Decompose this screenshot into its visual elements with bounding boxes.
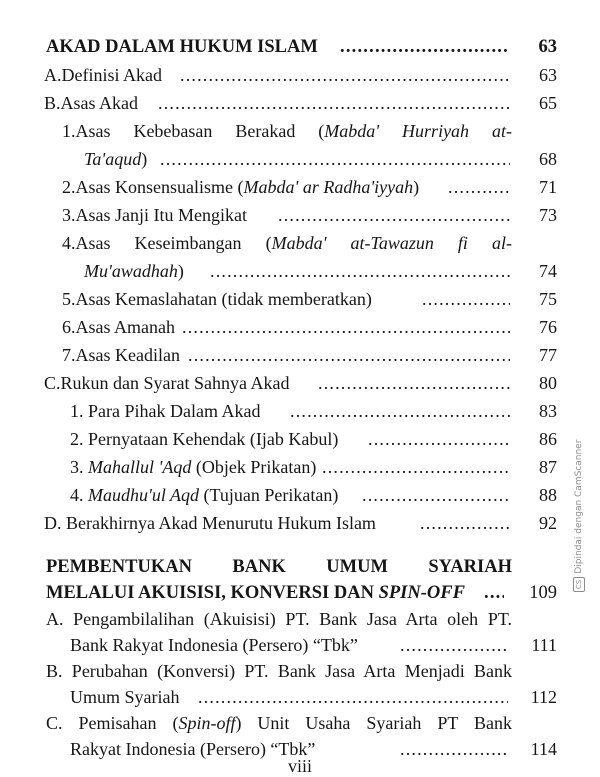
scanner-watermark: [572, 422, 586, 592]
entry-text: 1. Para Pihak Dalam Akad: [70, 401, 261, 421]
page-number: 111: [531, 635, 557, 655]
entry-text: 3. Mahallul 'Aqd (Objek Prikatan): [70, 457, 317, 477]
page-number: 68: [539, 149, 557, 169]
watermark-text: Dipindai dengan CamScanner: [574, 439, 584, 574]
dot-leader: [422, 284, 510, 314]
dot-leader: [368, 424, 510, 454]
footer-page-number: viii: [287, 756, 312, 776]
dot-leader: [278, 200, 510, 230]
page-number: 71: [539, 177, 557, 197]
entry-text: 4.Asas Keseimbangan (Mabda' at-Tawazun fi al-: [62, 233, 512, 253]
entry-text: B.Asas Akad: [44, 93, 138, 113]
entry-text: Umum Syariah: [70, 687, 180, 707]
entry-text: D. Berakhirnya Akad Menurutu Hukum Islam: [44, 513, 376, 533]
entry-text: C. Pemisahan (Spin-off) Unit Usaha Syariah PT Bank: [46, 713, 512, 733]
page-number: 109: [529, 583, 557, 603]
entry-text: Ta'aqud): [84, 149, 148, 169]
page-number: 63: [539, 65, 557, 85]
entry-text: 3.Asas Janji Itu Mengikat: [62, 205, 247, 225]
chapter-2-title-line2: MELALUI AKUISISI, KONVERSI DAN SPIN-OFF: [46, 583, 465, 603]
dot-leader: [448, 172, 510, 202]
entry-text: 4. Maudhu'ul Aqd (Tujuan Perikatan): [70, 485, 339, 505]
page-number: 86: [539, 429, 557, 449]
dot-leader: [318, 368, 510, 398]
page-number: 112: [530, 687, 557, 707]
chapter-1-title: AKAD DALAM HUKUM ISLAM: [46, 37, 318, 57]
entry-text: B. Perubahan (Konversi) PT. Bank Jasa Arta Menjadi Bank: [46, 661, 512, 681]
chapter-2-title-line1: PEMBENTUKAN BANK UMUM SYARIAH: [46, 557, 512, 577]
dot-leader: [180, 60, 510, 90]
dot-leader: [182, 312, 510, 342]
page-number: 92: [539, 513, 557, 533]
dot-leader: [340, 32, 508, 62]
page-number: 88: [539, 485, 557, 505]
dot-leader: [362, 480, 510, 510]
dot-leader: [322, 452, 510, 482]
entry-text: Mu'awadhah): [84, 261, 184, 281]
dot-leader: [290, 396, 510, 426]
entry-text: 7.Asas Keadilan: [62, 345, 180, 365]
dot-leader: [188, 340, 510, 370]
dot-leader: [160, 144, 510, 174]
entry-text: A. Pengambilalihan (Akuisisi) PT. Bank Jasa Arta oleh PT.: [46, 609, 512, 629]
page-number: 74: [539, 261, 557, 281]
entry-text: 2.Asas Konsensualisme (Mabda' ar Radha'iyyah): [62, 177, 420, 197]
page-number: 63: [538, 37, 557, 57]
page-number: 83: [539, 401, 557, 421]
page-number: 73: [539, 205, 557, 225]
entry-text: Bank Rakyat Indonesia (Persero) “Tbk”: [70, 635, 358, 655]
dot-leader: [158, 88, 510, 118]
page-number: 114: [530, 739, 557, 759]
entry-text: A.Definisi Akad: [44, 65, 162, 85]
page-number: 77: [539, 345, 557, 365]
page-number: 80: [539, 373, 557, 393]
dot-leader: [420, 508, 510, 538]
entry-text: 1.Asas Kebebasan Berakad (Mabda' Hurriyah at-: [62, 121, 512, 141]
entry-text: 5.Asas Kemaslahatan (tidak memberatkan): [62, 289, 372, 309]
dot-leader: [210, 256, 510, 286]
page-number: 87: [539, 457, 557, 477]
page-number: 65: [539, 93, 557, 113]
page-number: 75: [539, 289, 557, 309]
entry-text: 2. Pernyataan Kehendak (Ijab Kabul): [70, 429, 339, 449]
entry-text: 6.Asas Amanah: [62, 317, 175, 337]
entry-text: Rakyat Indonesia (Persero) “Tbk”: [70, 739, 316, 759]
camscanner-icon: CS: [573, 577, 585, 592]
page-number: 76: [539, 317, 557, 337]
entry-text: C.Rukun dan Syarat Sahnya Akad: [44, 373, 290, 393]
